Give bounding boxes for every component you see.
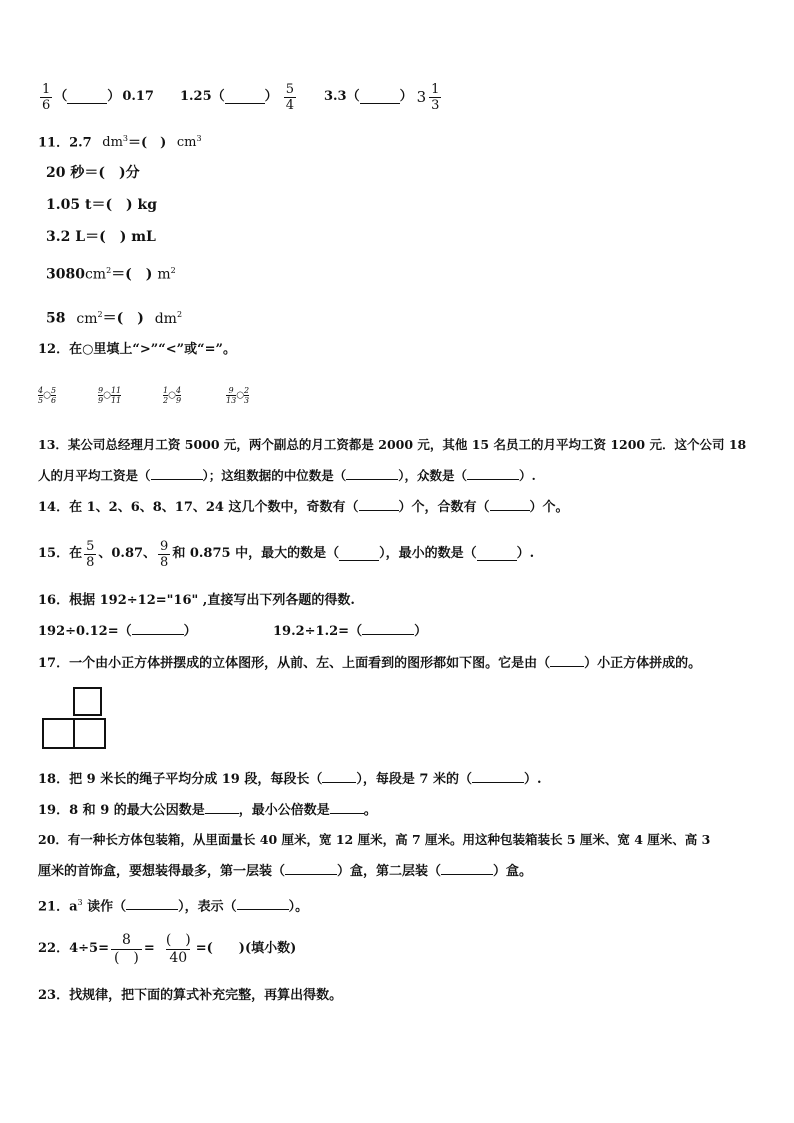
q16-b: 19.2÷1.2=（ ） bbox=[273, 624, 428, 639]
q15: 15．在 $\frac{5}{8}$ 、0.87、 $\frac{9}{8}$ 和 0.875 中，最大的数是（ ），最小的数是（ ）. bbox=[38, 538, 535, 570]
q11-line5: $3080cm^2=$( ) $m^2$ bbox=[46, 266, 176, 283]
q11-line6: 58 $cm^2=$( ) $dm^2$ bbox=[46, 310, 183, 327]
fraction-eight-over-blank: $\frac{8}{( )}$ bbox=[111, 932, 142, 967]
q14: 14．在 1、2、6、8、17、24 这几个数中，奇数有（ ）个，合数有（ ）个。 bbox=[38, 500, 569, 515]
q11-line3: 1.05 t＝( ) kg bbox=[46, 197, 158, 213]
q21: 21．$a^3$ 读作（ ），表示（ ）。 bbox=[38, 898, 309, 915]
answer-blank[interactable] bbox=[362, 622, 414, 635]
answer-blank[interactable] bbox=[441, 862, 493, 875]
q13-line2: 人的月平均工资是（ ）；这组数据的中位数是（ ），众数是（ ）. bbox=[38, 468, 536, 483]
compare-item-4: $\frac{9}{13}$ ○ $\frac{2}{3}$ bbox=[226, 386, 250, 405]
compare-circle[interactable]: ○ bbox=[168, 390, 176, 401]
fraction-blank-over-forty: $\frac{( )}{40}$ bbox=[165, 931, 191, 966]
q16-a: 192÷0.12=（ ） bbox=[38, 624, 197, 639]
compare-circle[interactable]: ○ bbox=[43, 390, 51, 401]
answer-blank[interactable] bbox=[322, 770, 356, 783]
compare-item-1: $\frac{4}{5}$ ○ $\frac{5}{6}$ bbox=[38, 386, 57, 405]
cube-square-top-right bbox=[73, 687, 102, 716]
q11-line2: 20 秒＝( )分 bbox=[46, 165, 140, 181]
q17-text: 17．一个由小正方体拼摆成的立体图形，从前、左、上面看到的图形都如下图。它是由（ ）小正方体拼成的。 bbox=[38, 656, 702, 671]
answer-blank[interactable] bbox=[346, 467, 398, 480]
q19: 19．8 和 9 的最大公因数是 ，最小公倍数是 。 bbox=[38, 803, 377, 818]
compare-circle[interactable]: ○ bbox=[236, 390, 245, 401]
answer-blank[interactable] bbox=[225, 91, 265, 104]
answer-blank[interactable] bbox=[360, 91, 400, 104]
answer-blank[interactable] bbox=[126, 897, 178, 910]
fraction-nine-eighths: $\frac{9}{8}$ bbox=[160, 538, 169, 570]
mixed-number: 3 $\frac{1}{3}$ bbox=[416, 81, 440, 113]
fraction-five-eighths: $\frac{5}{8}$ bbox=[86, 538, 95, 570]
q18: 18．把 9 米长的绳子平均分成 19 段，每段长（ ），每段是 7 米的（ ）. bbox=[38, 772, 542, 787]
q20-line1: 20．有一种长方体包装箱，从里面量长 40 厘米，宽 12 厘米，高 7 厘米。用这种包装箱装长 5 厘米、宽 4 厘米、高 3 bbox=[38, 832, 711, 847]
answer-blank[interactable] bbox=[67, 91, 107, 104]
answer-blank[interactable] bbox=[490, 498, 530, 511]
compare-item-3: $\frac{1}{2}$ ○ $\frac{4}{9}$ bbox=[163, 386, 182, 405]
answer-blank[interactable] bbox=[205, 801, 239, 814]
cube-square-bottom-right bbox=[73, 718, 106, 749]
cube-square-bottom-left bbox=[42, 718, 75, 749]
q11-line1: 11．2.7 $dm^3=$( ) $cm^3$ bbox=[38, 134, 202, 151]
q13-line1: 13．某公司总经理月工资 5000 元，两个副总的月工资都是 2000 元，其他 15 名员工的月平均工资 1200 元．这个公司 18 bbox=[38, 437, 747, 452]
answer-blank[interactable] bbox=[477, 548, 517, 561]
answer-blank[interactable] bbox=[285, 862, 337, 875]
q16-text: 16．根据 192÷12="16" ,直接写出下列各题的得数. bbox=[38, 593, 355, 608]
compare-circle[interactable]: ○ bbox=[103, 390, 111, 401]
q20-line2: 厘米的首饰盒，要想装得最多，第一层装（ ）盒，第二层装（ ）盒。 bbox=[38, 864, 533, 879]
answer-blank[interactable] bbox=[550, 654, 584, 667]
answer-blank[interactable] bbox=[359, 498, 399, 511]
answer-blank[interactable] bbox=[330, 801, 364, 814]
fraction-five-fourths: $\frac{5}{4}$ bbox=[285, 81, 294, 113]
answer-blank[interactable] bbox=[472, 770, 524, 783]
fraction-one-sixth: $\frac{1}{6}$ bbox=[42, 81, 51, 113]
answer-blank[interactable] bbox=[237, 897, 289, 910]
q23: 23．找规律，把下面的算式补充完整，再算出得数。 bbox=[38, 988, 343, 1003]
compare-item-2: $\frac{9}{9}$ ○ $\frac{11}{11}$ bbox=[98, 386, 122, 405]
answer-blank[interactable] bbox=[132, 622, 184, 635]
cube-view-figure bbox=[42, 687, 106, 751]
answer-blank[interactable] bbox=[339, 548, 379, 561]
q11-line4: 3.2 L＝( ) mL bbox=[46, 229, 156, 245]
q10-row: $\frac{1}{6}$ （ ） 0.17 1.25 （ ） $\frac{5}{4}$ 3.3 （ ） 3 $\frac{1}{3}$ bbox=[38, 78, 443, 116]
q12-text: 12．在○里填上“>”“<”或“=”。 bbox=[38, 342, 236, 357]
answer-blank[interactable] bbox=[151, 467, 203, 480]
answer-blank[interactable] bbox=[467, 467, 519, 480]
q22: 22．4÷5= $\frac{8}{( )}$ = $\frac{( )}{40}$ =( )(填小数) bbox=[38, 931, 297, 966]
